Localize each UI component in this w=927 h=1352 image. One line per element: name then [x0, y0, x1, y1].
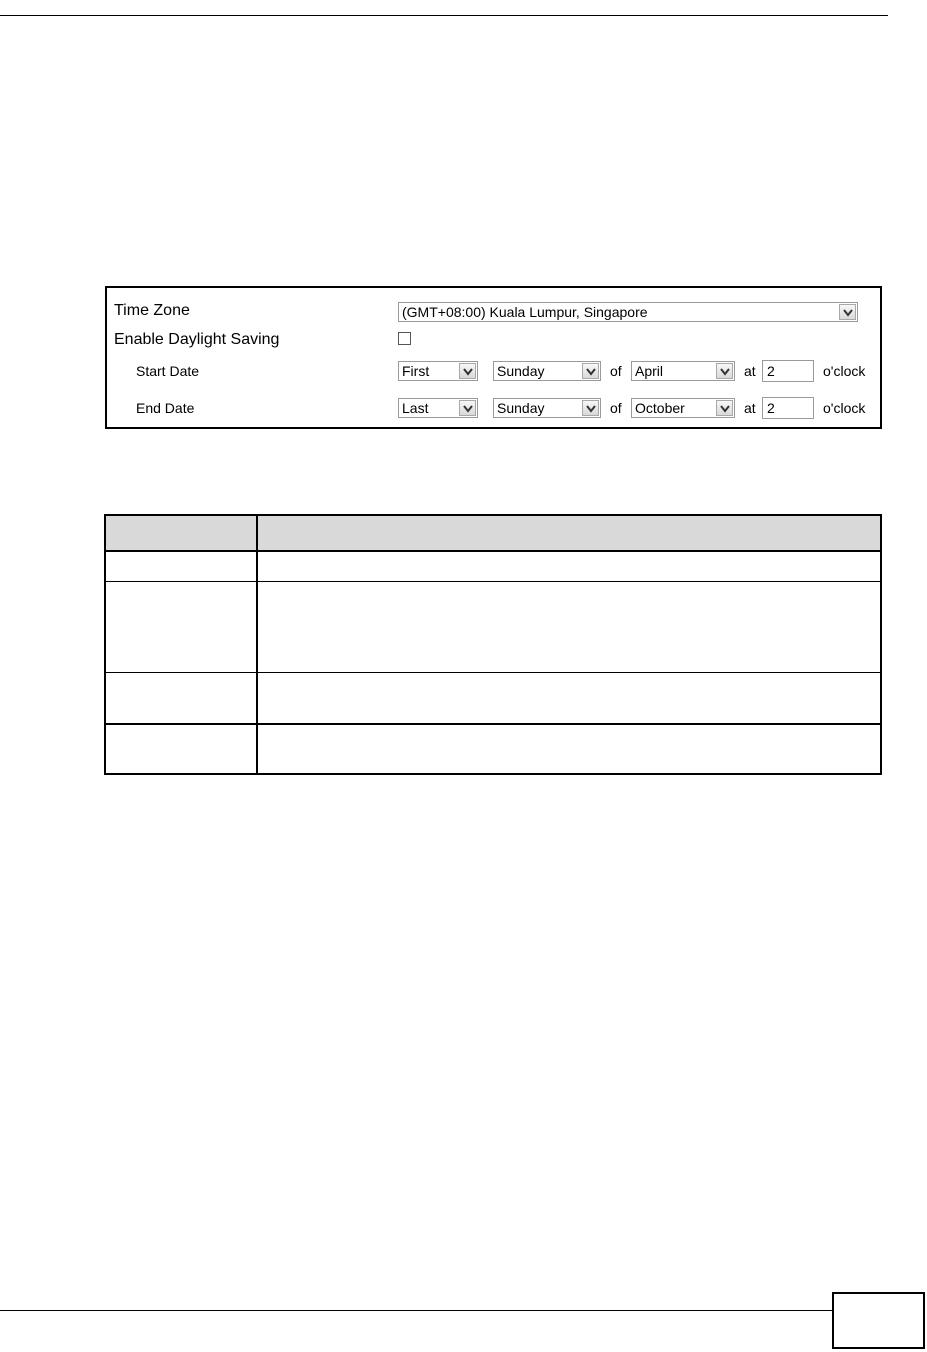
chevron-down-icon [582, 400, 599, 416]
end-hour-input[interactable]: 2 [762, 397, 814, 419]
end-day-value: Sunday [497, 400, 545, 416]
end-week-select[interactable] [398, 398, 478, 418]
end-month-select[interactable] [631, 398, 735, 418]
start-date-label: Start Date [136, 363, 200, 379]
end-date-label: End Date [136, 400, 195, 416]
start-week-select[interactable] [398, 361, 478, 381]
table-row-divider [106, 672, 880, 673]
start-day-value: Sunday [497, 363, 545, 379]
end-of-text: of [610, 400, 622, 416]
start-hour-input[interactable]: 2 [762, 360, 814, 382]
start-month-value: April [635, 363, 664, 379]
daylight-saving-label: Enable Daylight Saving [114, 331, 280, 348]
header-rule [0, 15, 888, 16]
chevron-down-icon [716, 363, 733, 379]
end-day-select[interactable] [493, 398, 601, 418]
start-at-text: at [744, 363, 756, 379]
daylight-saving-checkbox[interactable] [398, 332, 411, 345]
table-column-divider [256, 516, 258, 773]
footer-rule [0, 1310, 832, 1311]
start-week-value: First [402, 363, 430, 379]
start-unit-text: o'clock [823, 363, 866, 379]
chevron-down-icon [582, 363, 599, 379]
chevron-down-icon [459, 363, 476, 379]
field-description-table [104, 514, 882, 775]
time-zone-select[interactable] [398, 302, 858, 322]
end-at-text: at [744, 400, 756, 416]
table-header-row [106, 516, 880, 552]
table-row-divider [106, 723, 880, 725]
chevron-down-icon [459, 400, 476, 416]
time-zone-value: (GMT+08:00) Kuala Lumpur, Singapore [402, 304, 648, 320]
end-unit-text: o'clock [823, 400, 866, 416]
start-month-select[interactable] [631, 361, 735, 381]
time-zone-label: Time Zone [114, 302, 190, 319]
chevron-down-icon [839, 304, 856, 320]
time-settings-panel [105, 286, 882, 429]
start-day-select[interactable] [493, 361, 601, 381]
end-month-value: October [635, 400, 685, 416]
end-week-value: Last [402, 400, 429, 416]
table-row-divider [106, 581, 880, 582]
page-number-box [832, 1292, 925, 1349]
start-of-text: of [610, 363, 622, 379]
chevron-down-icon [716, 400, 733, 416]
